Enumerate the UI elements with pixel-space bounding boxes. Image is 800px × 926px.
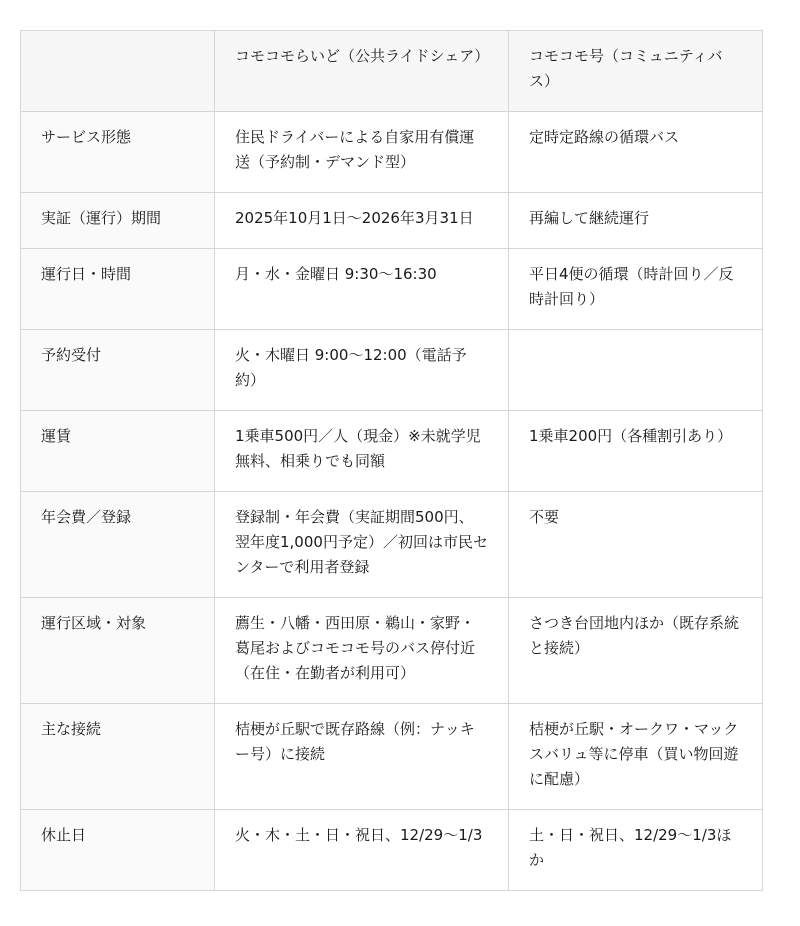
- rideshare-cell: 火・木・土・日・祝日、12/29〜1/3: [215, 810, 509, 891]
- table-row: [21, 330, 763, 411]
- table-row: [21, 810, 763, 891]
- row-label: サービス形態: [21, 112, 215, 193]
- rideshare-cell: 1乗車500円／人（現金）※未就学児無料、相乗りでも同額: [215, 411, 509, 492]
- rideshare-cell: 住民ドライバーによる自家用有償運送（予約制・デマンド型）: [215, 112, 509, 193]
- rideshare-cell: 桔梗が丘駅で既存路線（例：ナッキー号）に接続: [215, 704, 509, 810]
- bus-cell: さつき台団地内ほか（既存系統と接続）: [509, 598, 763, 704]
- header-empty-cell: [21, 31, 215, 112]
- row-label: 運行区域・対象: [21, 598, 215, 704]
- row-label: 運行日・時間: [21, 249, 215, 330]
- service-comparison-table: [20, 30, 763, 891]
- rideshare-cell: 火・木曜日 9:00〜12:00（電話予約）: [215, 330, 509, 411]
- bus-cell: 桔梗が丘駅・オークワ・マックスバリュ等に停車（買い物回遊に配慮）: [509, 704, 763, 810]
- table-row: [21, 598, 763, 704]
- header-rideshare: コモコモらいど（公共ライドシェア）: [215, 31, 509, 112]
- table-row: [21, 492, 763, 598]
- bus-cell: 土・日・祝日、12/29〜1/3ほか: [509, 810, 763, 891]
- bus-cell: 定時定路線の循環バス: [509, 112, 763, 193]
- table-row: [21, 112, 763, 193]
- rideshare-cell: 登録制・年会費（実証期間500円、翌年度1,000円予定）／初回は市民センターで利用者登録: [215, 492, 509, 598]
- bus-cell: 平日4便の循環（時計回り／反時計回り）: [509, 249, 763, 330]
- table-row: [21, 249, 763, 330]
- table-row: [21, 193, 763, 249]
- row-label: 実証（運行）期間: [21, 193, 215, 249]
- bus-cell: 不要: [509, 492, 763, 598]
- row-label: 運賃: [21, 411, 215, 492]
- table-header-row: [21, 31, 763, 112]
- table-row: [21, 704, 763, 810]
- rideshare-cell: 薦生・八幡・西田原・鵜山・家野・葛尾およびコモコモ号のバス停付近（在住・在勤者が利用可）: [215, 598, 509, 704]
- rideshare-cell: 2025年10月1日〜2026年3月31日: [215, 193, 509, 249]
- row-label: 主な接続: [21, 704, 215, 810]
- bus-cell: 再編して継続運行: [509, 193, 763, 249]
- comparison-table-container: [20, 30, 762, 891]
- table-row: [21, 411, 763, 492]
- bus-cell: [509, 330, 763, 411]
- row-label: 休止日: [21, 810, 215, 891]
- bus-cell: 1乗車200円（各種割引あり）: [509, 411, 763, 492]
- row-label: 予約受付: [21, 330, 215, 411]
- row-label: 年会費／登録: [21, 492, 215, 598]
- header-community-bus: コモコモ号（コミュニティバス）: [509, 31, 763, 112]
- rideshare-cell: 月・水・金曜日 9:30〜16:30: [215, 249, 509, 330]
